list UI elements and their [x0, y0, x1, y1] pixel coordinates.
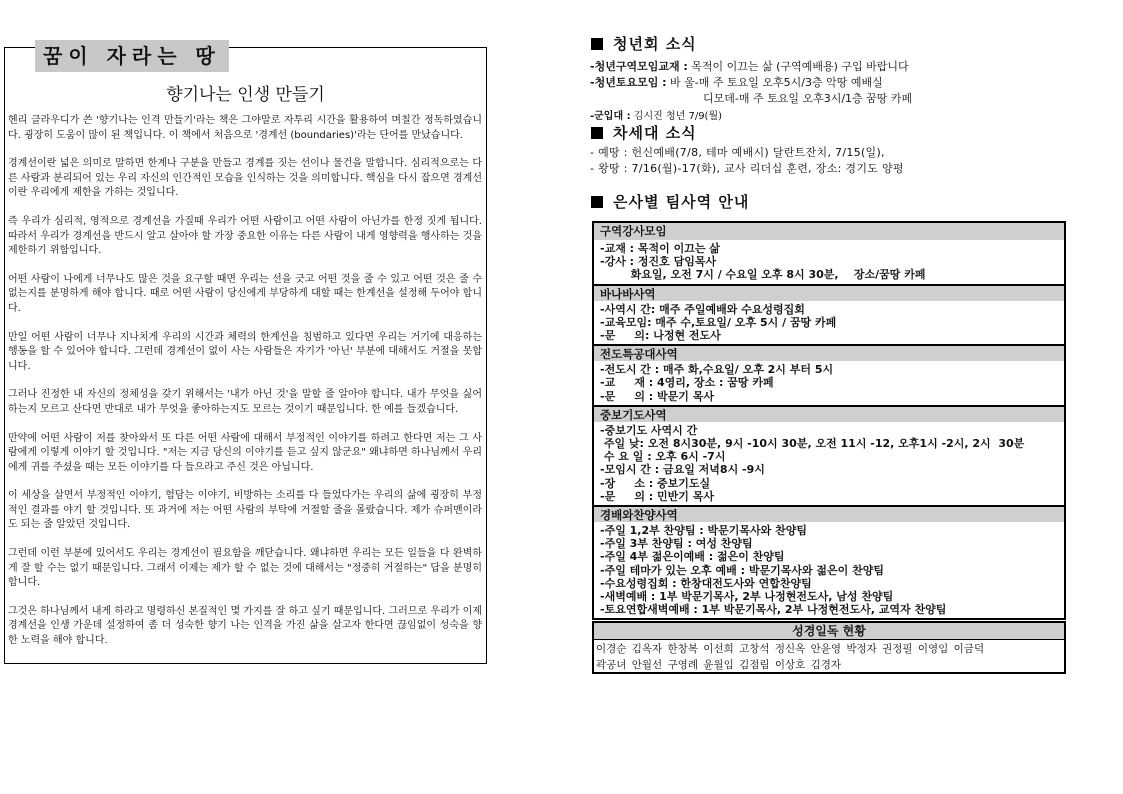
ministry-section — [594, 344, 1064, 405]
article-paragraph: 경계선이란 넓은 의미로 말하면 한계나 구분을 만들고 경계를 짓는 선이나 물건을 말합니다. 심리적으로는 다른 사람과 분리되어 있는 우리 자신의 인간적인 모습을 인식하는 것을 의미합니다. 핵심을 다시 잡으면 경계선이란 우리에게 제한을 가하는 것입니다. — [8, 158, 482, 199]
ministry-line: -새벽예배 : 1부 박문기목사, 2부 나정현전도사, 남성 찬양팀 — [600, 590, 894, 604]
ministry-line: -주일 3부 찬양팀 : 여성 찬양팀 — [600, 537, 753, 551]
column-banner: 꿈이 자라는 땅 — [35, 40, 229, 72]
article-paragraph: 그것은 하나님께서 내게 하라고 명령하신 본질적인 몇 가지를 잘 하고 싶기 때문입니다. 그러므로 우리가 이제 경계선을 인생 가운데 설정하여 좀 더 성숙한 향기 나는 인격을 가진 삶을 살고자 한다면 끊임없이 성숙을 향한 노력을 해야 합니다. — [8, 605, 482, 647]
ministry-section-title: 경배와찬양사역 — [594, 505, 1064, 522]
article-paragraph: 어떤 사람이 나에게 너무나도 많은 것을 요구할 때면 우리는 선을 긋고 어떤 것을 줄 수 있고 어떤 것은 줄 수 없는지를 분명하게 해야 합니다. 때로 어떤 사람이 당신에게 부당하게 대할 때는 한계선을 설정해 두어야 합니다. — [8, 273, 482, 314]
ministry-line: -주일 1,2부 찬양팀 : 박문기목사와 찬양팀 — [600, 524, 807, 538]
ministry-line: -장 소 : 중보기도실 — [600, 476, 711, 490]
list-item: - 왕땅 : 7/16(월)-17(화), 교사 리더십 훈련, 장소: 경기도 양평 — [590, 162, 904, 175]
names-row: 이경순 김옥자 한창복 이선희 고창석 정신옥 안윤영 박정자 권정필 이영임 이금덕 — [596, 643, 985, 655]
ministry-heading: 은사별 팀사역 안내 — [591, 191, 749, 212]
ministry-line: -중보기도 사역시 간 — [600, 423, 698, 437]
ministry-line: -전도시 간 : 매주 화,수요일/ 오후 2시 부터 5시 — [600, 363, 834, 377]
list-item: -군입대 : 김시진 청년 7/9(월) — [590, 111, 723, 122]
ministry-section-title: 구역강사모임 — [594, 223, 1064, 240]
article-body — [8, 114, 482, 663]
article-paragraph: 만일 어떤 사람이 너무나 지나치게 우리의 시간과 체력의 한계선을 침범하고 있다면 우리는 거기에 대응하는 행동을 할 수 있어야 합니다. 그런데 경계선이 없이 사는 사람들은 자기가 '아닌' 부분에 대해서도 거절을 못합니다. — [8, 331, 482, 372]
bible-reading-table — [592, 621, 1066, 674]
ministry-section — [594, 284, 1064, 345]
ministry-section-title: 전도특공대사역 — [594, 344, 1064, 361]
ministry-line: -문 의 : 박문기 목사 — [600, 389, 714, 403]
article-paragraph: 그런데 이런 부분에 있어서도 우리는 경계선이 필요함을 깨닫습니다. 왜냐하면 우리는 모든 일들을 다 완벽하게 잘 할 수는 없기 때문입니다. 그래서 이제는 제가 할 수 없는 것에 대해서는 "정중히 거절하는" 답을 분명히 합니다. — [8, 548, 482, 589]
ministry-section-title: 바나바사역 — [594, 284, 1064, 301]
ministry-table — [592, 221, 1066, 620]
square-bullet-icon — [591, 196, 603, 208]
list-item: - 예땅 : 헌신예배(7/8, 테마 예배시) 달란트잔치, 7/15(일), — [590, 146, 885, 159]
square-bullet-icon — [591, 38, 603, 50]
ministry-line: -문 의: 나정현 전도사 — [600, 329, 721, 343]
article-paragraph: 즉 우리가 심리적, 영적으로 경계선을 가질때 우리가 어떤 사람이고 어떤 사람이 아닌가를 한정 짓게 됩니다. 따라서 우리가 경계선을 반드시 알고 살아야 할 가장 중요한 이유는 다른 사람이 내게 영향력을 행사하는 것을 제한하기 위함입니다. — [8, 215, 482, 257]
ministry-section — [594, 223, 1064, 284]
ministry-line: -수요성령집회 : 한창대전도사와 연합찬양팀 — [600, 576, 812, 590]
ministry-line: -교재 : 목적이 이끄는 삶 — [600, 242, 720, 255]
article-paragraph: 그러나 진정한 내 자신의 정체성을 갖기 위해서는 '내가 아닌 것'을 말할 줄 알아야 합니다. 내가 무엇을 싫어하는지 모르고 산다면 반대로 내가 무엇을 좋아하는지도 모르는 것이기 때문입니다. 한 예를 들겠습니다. — [8, 389, 482, 415]
names-row: 곽공녀 안월선 구영례 윤월임 김점림 이상호 김경자 — [596, 659, 842, 671]
ministry-line: -주일 4부 젊은이예배 : 젊은이 찬양팀 — [600, 550, 785, 564]
article-paragraph: 이 세상을 살면서 부정적인 이야기, 험담는 이야기, 비방하는 소리를 다 들었다가는 우리의 삶에 굉장히 부정적인 결과를 야기 할 것입니다. 또 과거에 저는 어떤 사람의 부탁에 거절할 줄을 몰랐습니다. 제가 슈퍼맨이라도 되는 줄 알았던 것입니다. — [8, 490, 482, 531]
ministry-line: -토요연합새벽예배 : 1부 박문기목사, 2부 나정현전도사, 교역자 찬양팀 — [600, 603, 947, 617]
list-item: 디모데-매 주 토요일 오후3시/1층 꿈땅 카페 — [703, 92, 913, 105]
article-title: 향기나는 인생 만들기 — [166, 85, 325, 105]
article-paragraph: 헨리 클라우디가 쓴 '향기나는 인격 만들기'라는 책은 그야말로 자투리 시간을 활용하여 며칠간 정독하였습니다. 굉장히 도움이 많이 된 책입니다. 이 책에서 처음으로 '경계선 (boundaries)'라는 단어를 만났습니다. — [8, 115, 482, 141]
nextgen-news-list — [590, 145, 904, 177]
ministry-section — [594, 505, 1064, 618]
article-paragraph: 만약에 어떤 사람이 저를 찾아와서 또 다른 어떤 사람에 대해서 부정적인 이야기를 하려고 한다면 저는 그 사람에게 이렇게 이야기 할 것입니다. "저는 지금 당신의 이야기를 듣고 싶지 않군요" 왜냐하면 하나님께서 우리에게 귀를 주셨을 때는 모든 이야기를 다 들으라고 주신 것은 아닙니다. — [8, 432, 482, 473]
nextgen-news-heading: 차세대 소식 — [591, 122, 697, 143]
ministry-line: -주일 테마가 있는 오후 예배 : 박문기목사와 젊은이 찬양팀 — [600, 563, 884, 577]
square-bullet-icon — [591, 127, 603, 139]
ministry-line: 수 요 일 : 오후 6시 -7시 — [600, 450, 726, 464]
ministry-section — [594, 405, 1064, 505]
ministry-line: -강사 : 정진호 담임목사 — [600, 255, 717, 269]
list-item: -청년구역모임교재 : 목적이 이끄는 삶 (구역예배용) 구입 바랍니다 — [590, 60, 909, 73]
ministry-line: -모임시 간 : 금요일 저녁8시 -9시 — [600, 463, 765, 477]
ministry-line: -교 재 : 4영리, 장소 : 꿈땅 카페 — [600, 376, 774, 390]
ministry-line: -문 의 : 민반기 목사 — [600, 489, 714, 503]
bible-reading-names — [594, 640, 1064, 674]
ministry-line: -교육모임: 매주 수,토요일/ 오후 5시 / 꿈땅 카페 — [600, 315, 837, 329]
bible-reading-title: 성경일독 현황 — [594, 623, 1064, 640]
ministry-section-title: 중보기도사역 — [594, 405, 1064, 422]
ministry-line: -사역시 간: 매주 주일예배와 수요성령집회 — [600, 302, 805, 316]
youth-news-heading: 청년회 소식 — [591, 33, 697, 54]
list-item: -청년토요모임 : 바 울-매 주 토요일 오후5시/3층 악땅 예배실 — [590, 76, 883, 89]
ministry-line: 화요일, 오전 7시 / 수요일 오후 8시 30분, 장소/꿈땅 카페 — [600, 268, 926, 282]
ministry-line: 주일 낮: 오전 8시30분, 9시 -10시 30분, 오전 11시 -12, 오후1시 -2시, 2시 30분 — [600, 437, 1025, 451]
youth-news-list — [590, 59, 912, 125]
